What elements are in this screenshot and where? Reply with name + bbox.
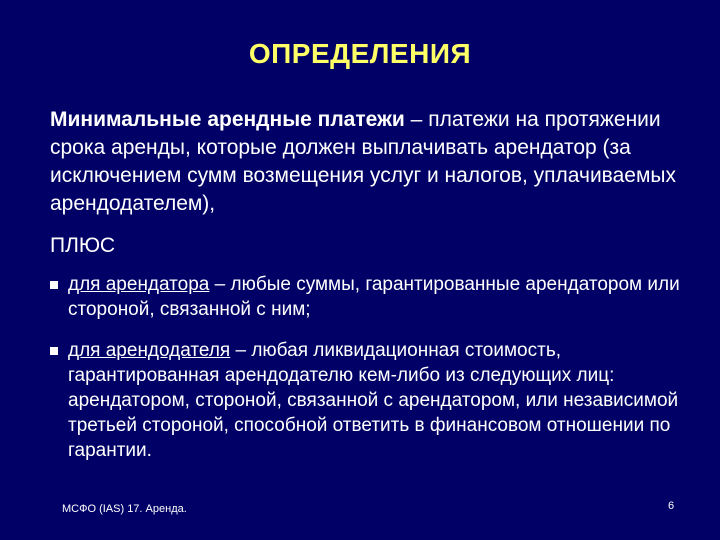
bullet-lessee-lead: для арендатора — [68, 274, 210, 295]
definition-paragraph — [50, 106, 700, 218]
bullet-lessee-body: – любые суммы, гарантированные арендатором или стороной, связанной с ним; — [68, 274, 680, 320]
bullet-lessor — [50, 338, 690, 463]
bullet-lessor-body: – любая ликвидационная стоимость, гарантированная арендодателю кем-либо из следующих лиц: арендатором, стороной, связанной с арендатором, или независимой третьей стороной, способной ответить в финансовом отношении по гарантии. — [68, 340, 679, 461]
definition-text: – платежи на протяжении срока аренды, которые должен выплачивать арендатор (за исключением сумм возмещения услуг и налогов, уплачиваемых арендодателем), — [50, 108, 676, 215]
definition-term: Минимальные арендные платежи — [50, 108, 405, 131]
bullet-lessee-text — [68, 272, 690, 322]
square-bullet-icon — [50, 281, 58, 289]
bullet-lessor-text — [68, 338, 690, 463]
bullet-lessor-lead: для арендодателя — [68, 340, 231, 361]
slide-title: ОПРЕДЕЛЕНИЯ — [248, 38, 472, 69]
square-bullet-icon — [50, 347, 58, 355]
bullet-lessee — [50, 272, 690, 322]
page-number: 6 — [668, 500, 675, 512]
plus-label: ПЛЮС — [50, 234, 116, 257]
footer-text: МСФО (IAS) 17. Аренда. — [62, 503, 187, 515]
